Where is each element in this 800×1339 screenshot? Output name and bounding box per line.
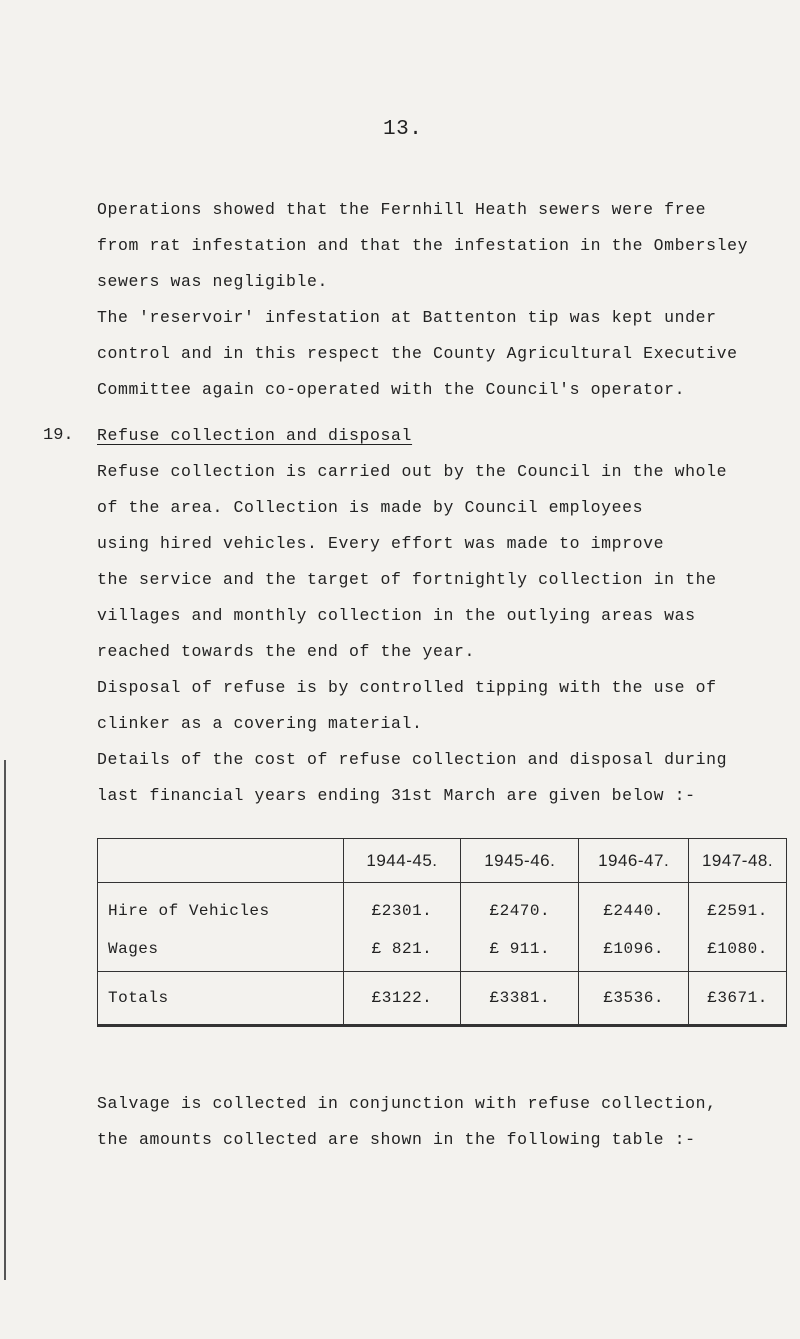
cell-value: £2470.	[461, 883, 579, 928]
total-value: £3381.	[461, 972, 579, 1026]
cell-value: £ 911.	[461, 927, 579, 972]
page-number: 13.	[383, 118, 423, 141]
body-line: using hired vehicles. Every effort was made to improve	[97, 534, 665, 553]
total-value: £3671.	[689, 972, 787, 1026]
column-header: 1945-46.	[461, 839, 579, 883]
cell-value: £2301.	[343, 883, 461, 928]
page-edge-line	[4, 760, 6, 1280]
cell-value: £1096.	[579, 927, 689, 972]
cost-table	[97, 838, 787, 1027]
total-value: £3122.	[343, 972, 461, 1026]
total-value: £3536.	[579, 972, 689, 1026]
table-header-row	[98, 839, 787, 883]
body-line: of the area. Collection is made by Council employees	[97, 498, 644, 517]
body-line: reached towards the end of the year.	[97, 642, 476, 661]
cell-value: £ 821.	[343, 927, 461, 972]
cell-value: £2440.	[579, 883, 689, 928]
body-line: clinker as a covering material.	[97, 714, 423, 733]
body-line: Refuse collection is carried out by the Council in the whole	[97, 462, 728, 481]
table-row	[98, 927, 787, 972]
totals-row	[98, 972, 787, 1026]
column-header: 1947-48.	[689, 839, 787, 883]
body-line: the service and the target of fortnightly collection in the	[97, 570, 717, 589]
intro-line: The 'reservoir' infestation at Battenton tip was kept under	[97, 308, 717, 327]
section-heading: Refuse collection and disposal	[97, 426, 413, 445]
closing-line: the amounts collected are shown in the following table :-	[97, 1130, 696, 1149]
cell-value: £1080.	[689, 927, 787, 972]
column-header: 1946-47.	[579, 839, 689, 883]
row-label: Hire of Vehicles	[98, 883, 344, 928]
body-line: last financial years ending 31st March are given below :-	[97, 786, 696, 805]
intro-line: control and in this respect the County Agricultural Executive	[97, 344, 738, 363]
body-line: Details of the cost of refuse collection and disposal during	[97, 750, 728, 769]
body-line: Disposal of refuse is by controlled tipping with the use of	[97, 678, 717, 697]
closing-line: Salvage is collected in conjunction with refuse collection,	[97, 1094, 717, 1113]
body-line: villages and monthly collection in the outlying areas was	[97, 606, 696, 625]
intro-line: Committee again co-operated with the Council's operator.	[97, 380, 686, 399]
section-number: 19.	[43, 426, 74, 445]
column-header: 1944-45.	[343, 839, 461, 883]
intro-line: sewers was negligible.	[97, 272, 329, 291]
intro-line: from rat infestation and that the infestation in the Ombersley	[97, 236, 749, 255]
intro-line: Operations showed that the Fernhill Heath sewers were free	[97, 200, 707, 219]
cell-value: £2591.	[689, 883, 787, 928]
totals-label: Totals	[98, 972, 344, 1026]
column-header	[98, 839, 344, 883]
table-row	[98, 883, 787, 928]
row-label: Wages	[98, 927, 344, 972]
